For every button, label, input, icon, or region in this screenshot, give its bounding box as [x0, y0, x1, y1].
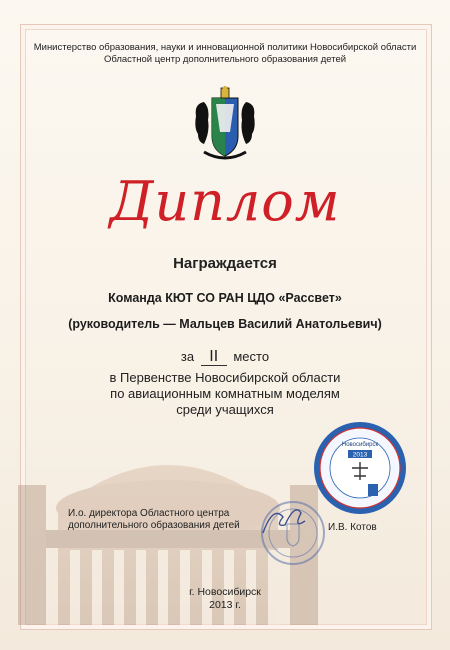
event-badge-icon: [312, 420, 408, 516]
team-name: Команда КЮТ СО РАН ЦДО «Рассвет»: [108, 291, 342, 305]
place-line: [0, 349, 450, 366]
ministry-line-1: Министерство образования, науки и инновационной политики Новосибирской области: [33, 42, 417, 53]
place-prefix: за: [180, 349, 195, 364]
competition-line-3: среди учащихся: [176, 402, 274, 417]
issue-city: г. Новосибирск: [189, 586, 261, 598]
handwritten-signature: [255, 495, 310, 545]
ministry-header: [24, 42, 426, 66]
diploma-title: Диплом: [109, 170, 341, 233]
badge-year: 2013: [352, 451, 368, 459]
place-suffix: место: [233, 349, 270, 364]
issue-year: 2013 г.: [209, 599, 241, 611]
signatory-position: [68, 508, 240, 532]
team-leader: (руководитель — Мальцев Василий Анатольевич): [68, 317, 382, 331]
competition-line-2: по авиационным комнатным моделям: [110, 386, 340, 401]
signatory-name: И.В. Котов: [328, 522, 377, 533]
position-line-2: дополнительного образования детей: [68, 520, 240, 531]
awarded-label: Награждается: [173, 255, 277, 272]
ministry-line-2: Областной центр дополнительного образования детей: [103, 54, 347, 65]
badge-city: Новосибирск: [341, 442, 379, 448]
issue-place-date: [0, 586, 450, 612]
competition-line-1: в Первенстве Новосибирской области: [109, 370, 341, 385]
place-value: II: [201, 349, 227, 366]
coat-of-arms-icon: [190, 86, 260, 166]
position-line-1: И.о. директора Областного центра: [68, 508, 230, 519]
